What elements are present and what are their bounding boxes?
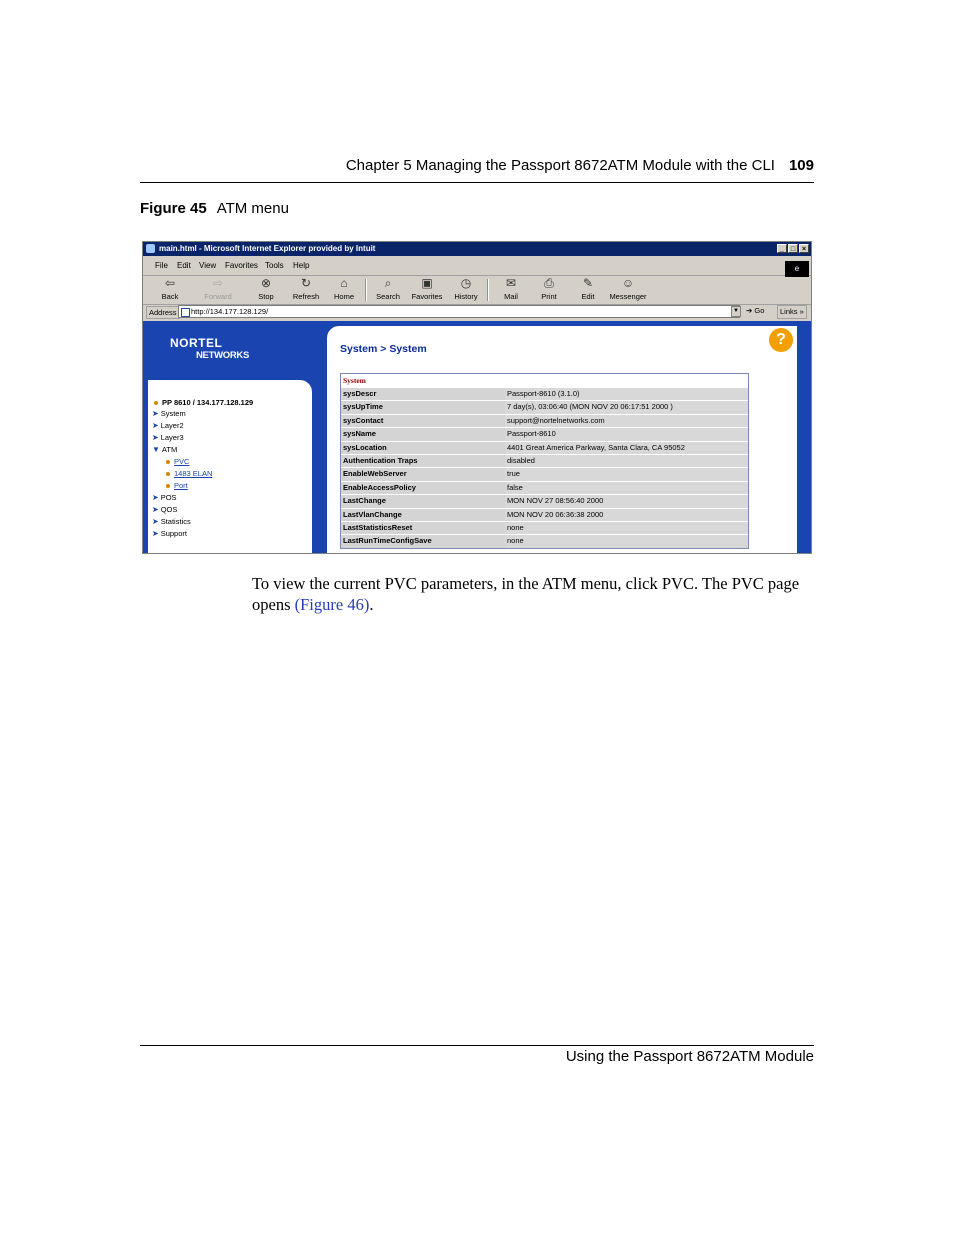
- row-value: 4401 Great America Parkway, Santa Clara, CA 95052: [505, 442, 748, 454]
- page-number: 109: [788, 157, 814, 174]
- bullet-icon: [154, 401, 158, 405]
- nav-statistics[interactable]: ➤ Statistics: [152, 517, 191, 526]
- web-content: [143, 321, 811, 554]
- bullet-icon: [166, 484, 170, 488]
- menu-file[interactable]: File: [155, 261, 168, 270]
- favorites-button[interactable]: ▣ Favorites: [411, 276, 443, 301]
- nav-system[interactable]: ➤ System: [152, 409, 186, 418]
- table-row: [341, 455, 748, 467]
- row-value: MON NOV 27 08:56:40 2000: [505, 495, 748, 507]
- messenger-icon: ☺: [621, 276, 635, 290]
- go-arrow-icon: ➔: [746, 306, 755, 315]
- arrow-right-icon: ➤: [152, 517, 159, 526]
- nav-panel: [148, 380, 312, 554]
- table-row: [341, 428, 748, 440]
- arrow-right-icon: ➤: [152, 493, 159, 502]
- address-dropdown-icon[interactable]: ▼: [731, 306, 741, 317]
- maximize-icon[interactable]: □: [788, 244, 798, 253]
- main-panel: [327, 326, 797, 554]
- row-value: Passport-8610 (3.1.0): [505, 388, 748, 400]
- toolbar-separator: [365, 279, 367, 301]
- nav-pvc[interactable]: PVC: [166, 457, 189, 466]
- row-value: none: [505, 522, 748, 534]
- row-key: LastRunTimeConfigSave: [343, 536, 432, 546]
- forward-arrow-icon: ⇨: [212, 276, 224, 290]
- table-row: [341, 468, 748, 480]
- row-key: EnableAccessPolicy: [343, 482, 416, 492]
- menu-tools[interactable]: Tools: [265, 261, 284, 270]
- browser-title-bar: [143, 242, 811, 256]
- search-button[interactable]: ⌕ Search: [376, 276, 400, 301]
- row-value: Passport-8610: [505, 428, 748, 440]
- networks-logo: NETWORKS: [196, 350, 250, 361]
- row-key: sysLocation: [343, 442, 387, 452]
- toolbar: [143, 276, 811, 305]
- ie-icon: [146, 244, 155, 253]
- header-rule: [140, 182, 814, 183]
- row-value: true: [505, 468, 748, 480]
- row-key: LastChange: [343, 496, 386, 506]
- table-row: [341, 522, 748, 534]
- row-value: 7 day(s), 03:06:40 (MON NOV 20 06:17:51 2000 ): [505, 401, 748, 413]
- history-button[interactable]: ◷ History: [454, 276, 478, 301]
- bullet-icon: [166, 472, 170, 476]
- device-host: PP 8610 / 134.177.128.129: [154, 398, 253, 407]
- row-value: false: [505, 482, 748, 494]
- menu-view[interactable]: View: [199, 261, 217, 270]
- menu-help[interactable]: Help: [293, 261, 310, 270]
- arrow-right-icon: ➤: [152, 433, 159, 442]
- arrow-down-icon: ▼: [152, 445, 160, 454]
- footer-rule: [140, 1045, 814, 1046]
- refresh-button[interactable]: ↻ Refresh: [292, 276, 320, 301]
- forward-button[interactable]: ⇨ Forward: [204, 276, 232, 301]
- row-value: support@nortelnetworks.com: [505, 415, 748, 427]
- body-paragraph: To view the current PVC parameters, in the ATM menu, click PVC. The PVC page opens (Figure 46).: [252, 574, 800, 614]
- arrow-right-icon: ➤: [152, 529, 159, 538]
- home-button[interactable]: ⌂ Home: [333, 276, 354, 301]
- figure-caption: [140, 200, 289, 217]
- table-title: System: [343, 376, 366, 385]
- nav-layer2[interactable]: ➤ Layer2: [152, 421, 184, 430]
- table-row: [341, 442, 748, 454]
- browser-screenshot: [142, 241, 812, 554]
- table-row: [341, 509, 748, 521]
- table-row: [341, 535, 748, 547]
- menu-bar: [143, 257, 811, 276]
- refresh-icon: ↻: [300, 276, 312, 290]
- bullet-icon: [166, 460, 170, 464]
- system-table: [340, 373, 749, 549]
- minimize-icon[interactable]: _: [777, 244, 787, 253]
- address-input[interactable]: [178, 305, 740, 318]
- close-icon[interactable]: ×: [799, 244, 809, 253]
- stop-button[interactable]: ⊗ Stop: [258, 276, 274, 301]
- row-value: none: [505, 535, 748, 547]
- row-key: LastStatisticsReset: [343, 522, 413, 532]
- nav-1483-elan[interactable]: 1483 ELAN: [166, 469, 212, 478]
- chapter-title: Chapter 5 Managing the Passport 8672ATM Module with the CLI: [345, 157, 775, 174]
- row-key: sysContact: [343, 415, 384, 425]
- address-bar: [143, 304, 811, 320]
- nav-support[interactable]: ➤ Support: [152, 529, 187, 538]
- row-key: LastVlanChange: [343, 509, 402, 519]
- browser-title: main.html - Microsoft Internet Explorer provided by Intuit: [159, 244, 376, 253]
- address-label: Address: [146, 306, 180, 319]
- running-header: [140, 157, 814, 174]
- home-icon: ⌂: [340, 276, 348, 290]
- nortel-logo: NORTEL: [170, 336, 223, 350]
- running-footer: Using the Passport 8672ATM Module: [565, 1048, 814, 1065]
- row-key: sysName: [343, 429, 376, 439]
- arrow-right-icon: ➤: [152, 409, 159, 418]
- history-icon: ◷: [460, 276, 472, 290]
- nav-pos[interactable]: ➤ POS: [152, 493, 177, 502]
- figure-46-link[interactable]: (Figure 46): [294, 595, 370, 614]
- nav-qos[interactable]: ➤ QOS: [152, 505, 178, 514]
- table-row: [341, 388, 748, 400]
- table-row: [341, 495, 748, 507]
- row-key: sysDescr: [343, 389, 377, 398]
- figure-label: Figure 45: [140, 200, 207, 217]
- address-value: http://134.177.128.129/: [191, 307, 269, 316]
- mail-icon: ✉: [505, 276, 517, 290]
- edit-button[interactable]: ✎ Edit: [581, 276, 595, 301]
- messenger-button[interactable]: ☺ Messenger: [609, 276, 647, 301]
- edit-icon: ✎: [582, 276, 594, 290]
- links-button[interactable]: Links »: [777, 305, 807, 319]
- print-icon: ⎙: [544, 276, 554, 290]
- ie-logo-icon: e: [785, 261, 809, 277]
- help-icon[interactable]: ?: [769, 328, 793, 352]
- row-value: disabled: [505, 455, 748, 467]
- arrow-right-icon: ➤: [152, 505, 159, 514]
- menu-edit[interactable]: Edit: [177, 261, 191, 270]
- figure-title: ATM menu: [216, 200, 289, 217]
- breadcrumb: System > System: [340, 343, 427, 355]
- nav-port[interactable]: Port: [166, 481, 188, 490]
- toolbar-separator: [487, 279, 489, 301]
- row-value: MON NOV 20 06:36:38 2000: [505, 509, 748, 521]
- row-key: EnableWebServer: [343, 469, 407, 479]
- search-icon: ⌕: [384, 276, 392, 290]
- table-row: [341, 415, 748, 427]
- page-icon: [181, 308, 190, 317]
- back-button[interactable]: ⇦ Back: [161, 276, 179, 301]
- favorites-folder-icon: ▣: [421, 276, 433, 290]
- nav-atm[interactable]: ▼ ATM: [152, 445, 178, 454]
- row-key: sysUpTime: [343, 402, 383, 412]
- print-button[interactable]: ⎙ Print: [541, 276, 557, 301]
- nav-layer3[interactable]: ➤ Layer3: [152, 433, 184, 442]
- go-button[interactable]: ➔ Go: [746, 306, 765, 315]
- stop-icon: ⊗: [260, 276, 272, 290]
- row-key: Authentication Traps: [343, 455, 418, 465]
- arrow-right-icon: ➤: [152, 421, 159, 430]
- mail-button[interactable]: ✉ Mail: [504, 276, 518, 301]
- menu-favorites[interactable]: Favorites: [225, 261, 258, 270]
- table-row: [341, 482, 748, 494]
- scrollbar[interactable]: [797, 321, 811, 554]
- table-row: [341, 401, 748, 413]
- back-arrow-icon: ⇦: [164, 276, 176, 290]
